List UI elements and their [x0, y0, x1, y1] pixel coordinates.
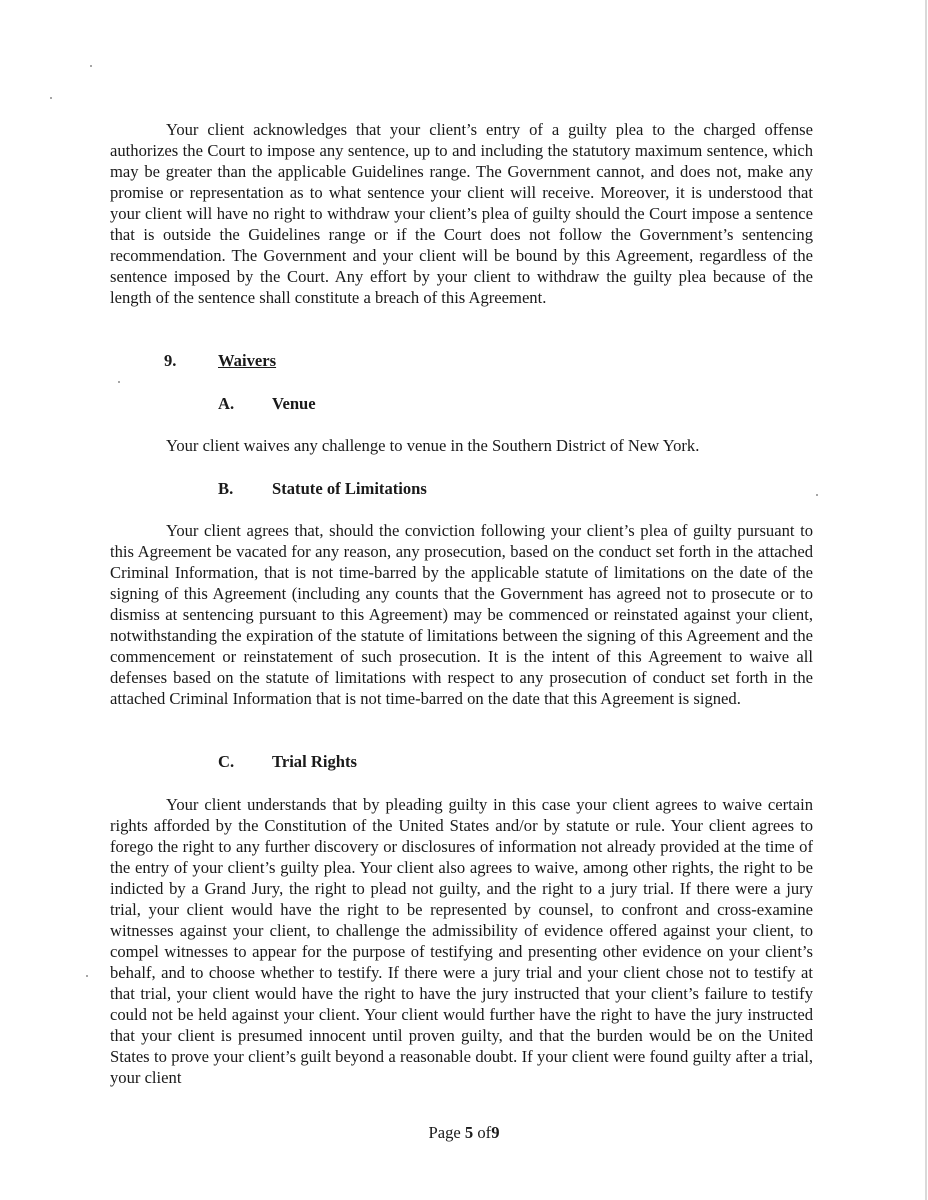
scan-speck [816, 494, 818, 496]
page-total: 9 [491, 1123, 500, 1142]
section-title: Waivers [218, 351, 277, 370]
section-number: 9. [164, 351, 177, 370]
trial-rights-paragraph: Your client understands that by pleading guilty in this case your client agrees to waive certain rights afforded by the Constitution of the United States and/or by statute or rule. Your client agrees to forego the right to any further discovery or disclosures of information not already provided at the time of the entry of your client’s guilty plea. Your client also agrees to waive, among other rights, the right to be indicted by a Grand Jury, the right to plead not guilty, and the right to a jury trial. If there were a jury trial, your client would have the right to be represented by counsel, to confront and cross-examine witnesses against your client, to challenge the admissibility of evidence offered against your client, to compel witnesses to appear for the purpose of testifying and presenting other evidence on your client’s behalf, and to choose whether to testify. If there were a jury trial and your client chose not to testify at that trial, your client would have the right to have the jury instructed that your client’s failure to testify could not be held against your client. Your client would further have the right to have the jury instructed that your client is presumed innocent until proven guilty, and that the burden would be on the United States to prove your client’s guilt beyond a reasonable doubt. If your client were found guilty after a trial, your client [110, 795, 813, 1087]
page-number-footer [0, 1122, 928, 1143]
statute-paragraph: Your client agrees that, should the conviction following your client’s plea of guilty pursuant to this Agreement be vacated for any reason, any prosecution, based on the conduct set forth in the attached Criminal Information, that is not time-barred by the applicable statute of limitations on the date of the signing of this Agreement (including any counts that the Government has agreed not to prosecute or to dismiss at sentencing pursuant to this Agreement) may be commenced or reinstated against your client, notwithstanding the expiration of the statute of limitations between the signing of this Agreement and the commencement or reinstatement of such prosecution. It is the intent of this Agreement to waive all defenses based on the statute of limitations with respect to any prosecution of conduct set forth in the attached Criminal Information that is not time-barred on the date that this Agreement is signed. [110, 521, 813, 708]
scan-speck [118, 381, 120, 383]
sentencing-paragraph: Your client acknowledges that your client’s entry of a guilty plea to the charged offense authorizes the Court to impose any sentence, up to and including the statutory maximum sentence, which may be greater than the applicable Guidelines range. The Government cannot, and does not, make any promise or representation as to what sentence your client will receive. Moreover, it is understood that your client will have no right to withdraw your client’s plea of guilty should the Court impose a sentence that is outside the Guidelines range or if the Court does not follow the Government’s sentencing recommendation. The Government and your client will be bound by this Agreement, regardless of the sentence imposed by the Court. Any effort by your client to withdraw the guilty plea because of the length of the sentence shall constitute a breach of this Agreement. [110, 120, 813, 307]
subsection-letter: C. [218, 752, 235, 771]
scan-speck [90, 65, 92, 67]
scan-speck [86, 975, 88, 977]
page-separator: of [477, 1123, 492, 1142]
scan-edge [925, 0, 927, 1200]
subsection-title: Statute of Limitations [272, 479, 427, 498]
subsection-letter: B. [218, 479, 234, 498]
subsection-letter: A. [218, 394, 235, 413]
page-current: 5 [464, 1123, 474, 1142]
page-label: Page [428, 1123, 461, 1142]
venue-paragraph: Your client waives any challenge to venue in the Southern District of New York. [166, 436, 700, 455]
subsection-title: Venue [272, 394, 316, 413]
scan-speck [50, 97, 52, 99]
subsection-title: Trial Rights [272, 752, 357, 771]
